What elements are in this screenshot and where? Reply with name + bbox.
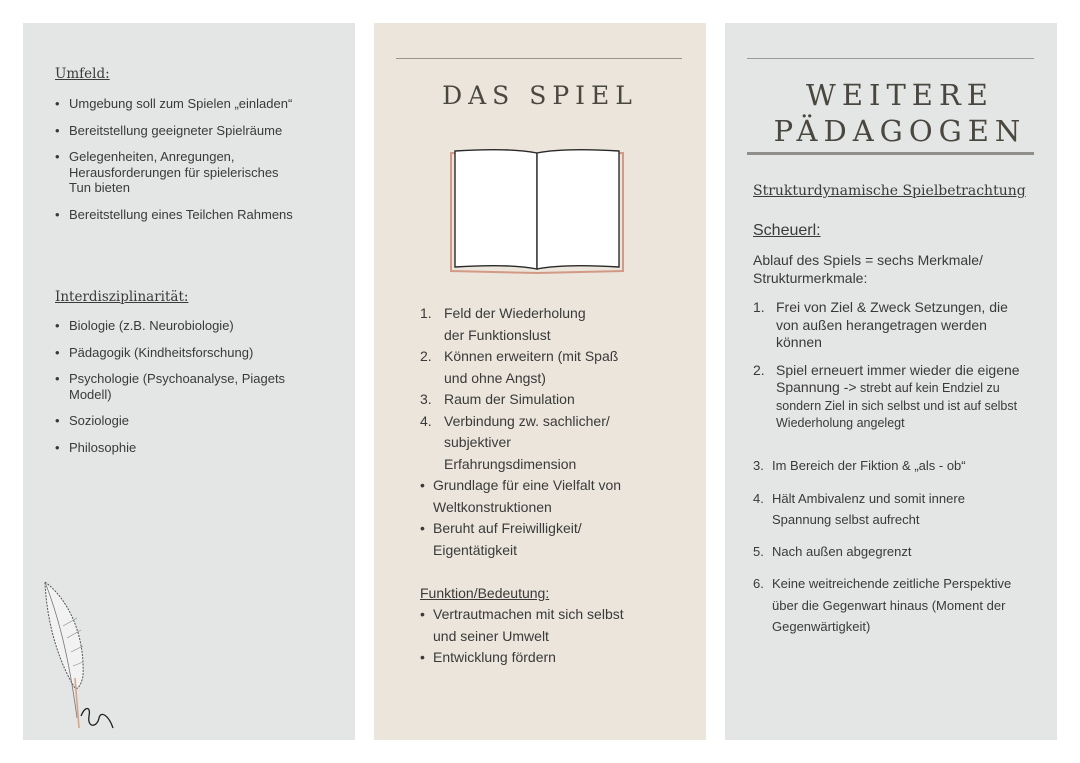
item-text: Nach außen abgegrenzt	[772, 543, 912, 559]
item-number: 4.	[420, 412, 432, 429]
item-line: Weltkonstruktionen	[433, 498, 552, 515]
interdisziplinaritaet-list	[55, 318, 315, 455]
list-item: • Bereitstellung eines Teilchen Rahmens	[55, 207, 325, 223]
funktion-list	[420, 604, 670, 669]
book-icon	[447, 147, 632, 277]
item-line: Beruht auf Freiwilligkeit/	[433, 520, 582, 536]
item-line: Raum der Simulation	[444, 391, 575, 407]
subheading: Strukturdynamische Spielbetrachtung	[753, 183, 1026, 199]
list-item: • Philosophie	[55, 440, 315, 456]
list-item: • Umgebung soll zum Spielen „einladen“	[55, 96, 325, 112]
list-item: • Entwicklung fördern	[420, 647, 670, 669]
umfeld-list	[55, 96, 325, 222]
list-item	[753, 299, 1028, 352]
list-item	[753, 541, 1033, 563]
list-item	[420, 411, 670, 476]
list-item: • Bereitstellung geeigneter Spielräume	[55, 123, 325, 139]
feather-icon	[37, 578, 127, 738]
item-number: 6.	[753, 576, 764, 591]
title-line: WEITERE	[806, 78, 994, 112]
merkmale-list	[753, 299, 1028, 442]
item-line: Grundlage für eine Vielfalt von	[433, 477, 622, 493]
item-line: subjektiver	[444, 434, 511, 450]
item-line: Feld der Wiederholung	[444, 305, 586, 321]
intro-text: Ablauf des Spiels = sechs Merkmale/ Strukturmerkmale:	[753, 252, 983, 286]
list-item: • Vertrautmachen mit sich selbst und seiner Umwelt	[420, 604, 670, 647]
list-item: • Gelegenheiten, Anregungen, Herausforderungen für spielerisches Tun bieten	[55, 149, 299, 196]
item-number: 1.	[420, 305, 432, 321]
item-number: 3.	[753, 458, 764, 473]
author-name: Scheuerl:	[753, 222, 821, 239]
item-number: 2.	[753, 361, 765, 378]
list-item	[420, 346, 670, 389]
list-item: • Psychologie (Psychoanalyse, Piagets Modell)	[55, 371, 314, 402]
list-item: • Beruht auf Freiwilligkeit/ Eigentätigkeit	[420, 518, 670, 561]
numbered-list	[420, 303, 670, 561]
page-title	[725, 77, 1075, 149]
item-line: Erfahrungsdimension	[444, 455, 577, 472]
item-line: Entwicklung fördern	[433, 649, 556, 665]
umfeld-heading: Umfeld:	[55, 66, 110, 82]
list-item	[753, 455, 1033, 477]
item-number: 5.	[753, 543, 764, 559]
item-text: Spiel erneuert immer wieder die eigene Spannung ->	[776, 361, 1020, 395]
list-item	[420, 389, 670, 411]
item-number: 4.	[753, 490, 764, 506]
item-text: Hält Ambivalenz und somit innere Spannung selbst aufrecht	[772, 490, 965, 527]
item-text: Frei von Ziel & Zweck Setzungen, die von außen herangetragen werden können	[776, 299, 1008, 350]
title-line: PÄDAGOGEN	[773, 114, 1027, 148]
merkmale-list-continued	[753, 455, 1033, 638]
list-item: • Biologie (z.B. Neurobiologie)	[55, 318, 315, 334]
divider	[747, 58, 1034, 59]
item-text: Keine weitreichende zeitliche Perspektive über die Gegenwart hinaus (Moment der Gegenwärtigkeit)	[772, 576, 1012, 634]
list-item	[420, 303, 670, 346]
item-line: Vertrautmachen mit sich selbst	[433, 606, 624, 622]
list-item	[753, 362, 1028, 432]
interdisziplinaritaet-heading: Interdisziplinarität:	[55, 289, 189, 305]
divider	[396, 58, 682, 59]
list-item: • Pädagogik (Kindheitsforschung)	[55, 345, 315, 361]
middle-panel	[374, 23, 706, 740]
item-number: 3.	[420, 391, 432, 407]
funktion-heading: Funktion/Bedeutung:	[420, 585, 550, 601]
item-text: Im Bereich der Fiktion & „als - ob“	[772, 458, 966, 473]
list-item	[753, 488, 1012, 531]
left-panel	[23, 23, 355, 740]
item-line: der Funktionslust	[444, 326, 551, 343]
item-line: Verbindung zw. sachlicher/	[444, 412, 610, 429]
right-panel	[725, 23, 1057, 740]
item-number: 2.	[420, 348, 432, 364]
divider	[747, 152, 1034, 155]
item-line: und ohne Angst)	[444, 369, 546, 386]
item-line: Können erweitern (mit Spaß	[444, 348, 619, 364]
list-item: • Soziologie	[55, 413, 315, 429]
item-text: strebt auf kein Endziel zu sondern Ziel in sich selbst und ist auf selbst Wiederholung angelegt	[776, 381, 1018, 430]
list-item: • Grundlage für eine Vielfalt von Weltkonstruktionen	[420, 475, 670, 518]
list-item	[753, 573, 1037, 638]
page-title: DAS SPIEL	[442, 81, 638, 110]
item-number: 1.	[753, 299, 765, 315]
item-line: Eigentätigkeit	[433, 541, 518, 558]
item-line: und seiner Umwelt	[433, 627, 549, 644]
